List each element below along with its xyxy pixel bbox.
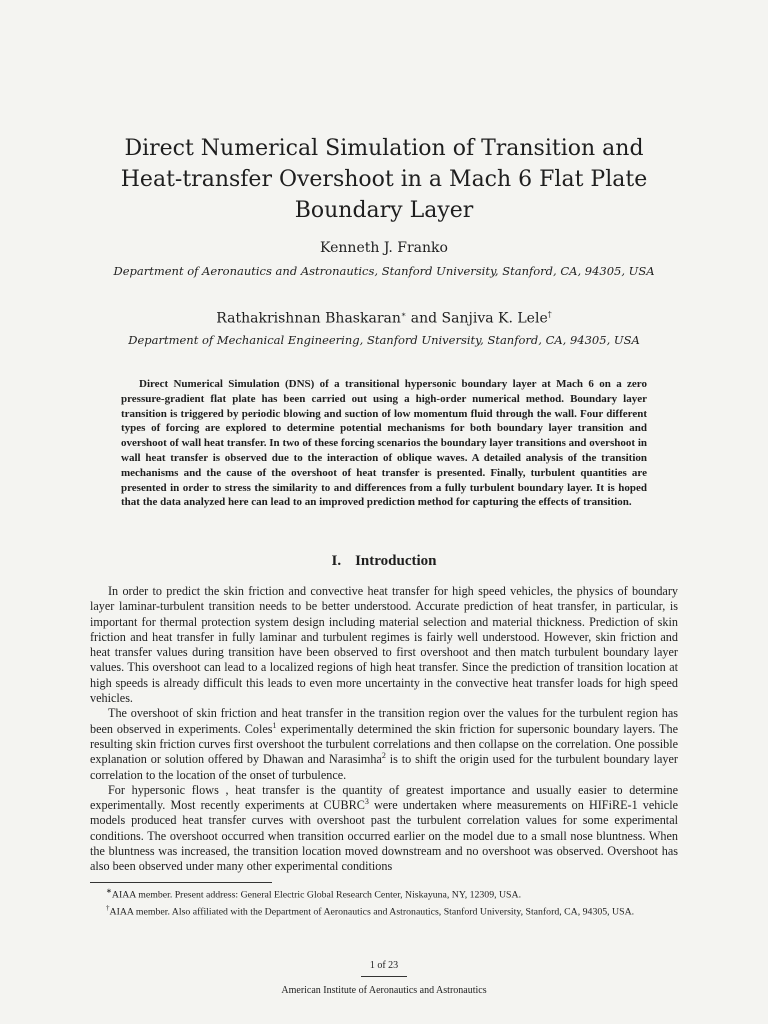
page-footer: American Institute of Aeronautics and Astronautics <box>281 985 487 996</box>
paragraph <box>90 706 678 782</box>
paragraph <box>90 783 678 875</box>
footnote-mark: ∗ <box>400 310 407 319</box>
abstract: Direct Numerical Simulation (DNS) of a transitional hypersonic boundary layer at Mach 6 on a zero pressure-gradient flat plate has been carried out using a high-order numerical method. Boundary layer transition is triggered by periodic blowing and suction of low momentum fluid through the wall. Four different types of forcing are explored to determine potential mechanisms for both boundary layer transition and overshoot of wall heat transfer. In two of these forcing scenarios the boundary layer transitions and overshoot in wall heat transfer is observed due to the interaction of oblique waves. A detailed analysis of the transition mechanisms and the cause of the overshoot of heat transfer is presented. Finally, turbulent quantities are presented in order to stress the similarity to and differences from a fully turbulent boundary layer. It is hoped that the data analyzed here can lead to an improved prediction method for capturing the effects of transition. <box>121 378 647 509</box>
text-run: The overshoot of skin friction and heat transfer in the transition region over the values for the turbulent region has been observed in experiments. Coles <box>90 706 678 736</box>
affiliation-mech: Department of Mechanical Engineering, Stanford University, Stanford, CA, 94305, USA <box>128 333 640 347</box>
footnote-mark: ∗ <box>106 887 112 895</box>
text-run: experimentally determined the skin friction for supersonic boundary layers. The resulting skin friction curves first overshoot the turbulent correlations and then collapse on the correlation. One possible explanation or solution offered by Dhawan and Narasimha <box>90 721 678 767</box>
page-number-divider <box>361 976 407 977</box>
footnote-text: AIAA member. Present address: General Electric Global Research Center, Niskayuna, NY, 12309, USA. <box>111 889 522 901</box>
title-line: Direct Numerical Simulation of Transition and <box>124 136 644 161</box>
footnotes <box>90 885 678 919</box>
citation: 3 <box>364 797 369 807</box>
text-run: For hypersonic flows , heat transfer is the quantity of greatest importance and usually easier to determine experimentally. Most recently experiments at CUBRC <box>90 782 678 813</box>
author-name: Sanjiva K. Lele <box>441 310 548 327</box>
body-text <box>90 584 678 875</box>
paper-title <box>90 133 678 226</box>
text-run: is to shift the origin used for the turbulent boundary layer correlation to the location of the onset of turbulence. <box>90 752 678 782</box>
footnote-mark: † <box>106 903 110 912</box>
author-name: Rathakrishnan Bhaskaran <box>216 310 401 327</box>
citation: 2 <box>381 751 386 761</box>
author-conjunction: and <box>406 310 442 327</box>
citation: 1 <box>272 720 277 730</box>
text-run: were undertaken where measurements on HIFiRE-1 vehicle models produced heat transfer curves with overshoot past the turbulent correlation values for some experimental conditions. The overshoot occurred when transition occurred earlier on the model due to a small nose bluntness. When the bluntness was increased, the transition location moved downstream and no overshoot was observed. Overshoot has also been observed under many other experimental conditions <box>90 798 678 874</box>
affiliation-aero: Department of Aeronautics and Astronautics, Stanford University, Stanford, CA, 94305, USA <box>113 264 655 278</box>
author-franko: Kenneth J. Franko <box>320 240 448 256</box>
title-line: Heat-transfer Overshoot in a Mach 6 Flat Plate <box>120 167 648 192</box>
authors-bhaskaran-lele <box>0 310 768 327</box>
title-line: Boundary Layer <box>294 198 474 223</box>
page-number: 1 of 23 <box>369 960 399 971</box>
footnote <box>90 902 678 919</box>
section-title: Introduction <box>355 553 437 569</box>
section-heading <box>0 553 768 570</box>
footnote-text: AIAA member. Also affiliated with the Department of Aeronautics and Astronautics, Stanford University, Stanford, CA, 94305, USA. <box>109 906 635 918</box>
footnote <box>90 885 678 902</box>
footnote-mark: † <box>547 310 552 319</box>
footnote-divider <box>90 882 272 883</box>
paragraph: In order to predict the skin friction and convective heat transfer for high speed vehicles, the physics of boundary layer laminar-turbulent transition needs to be better understood. Accurate prediction of heat transfer, in particular, is important for thermal protection system design including material selection and material thickness. Prediction of skin friction and heat transfer in fully laminar and turbulent regimes is fairly well understood. However, skin friction and heat transfer values during transition have been observed to first overshoot and then match turbulent boundary layer values. This overshoot can lead to a localized regions of high heat transfer. Since the prediction of transition location at high speeds is already difficult this leads to even more uncertainty in the convective heat transfer loads for high speed vehicles. <box>90 584 678 706</box>
section-number: I. <box>331 553 342 569</box>
